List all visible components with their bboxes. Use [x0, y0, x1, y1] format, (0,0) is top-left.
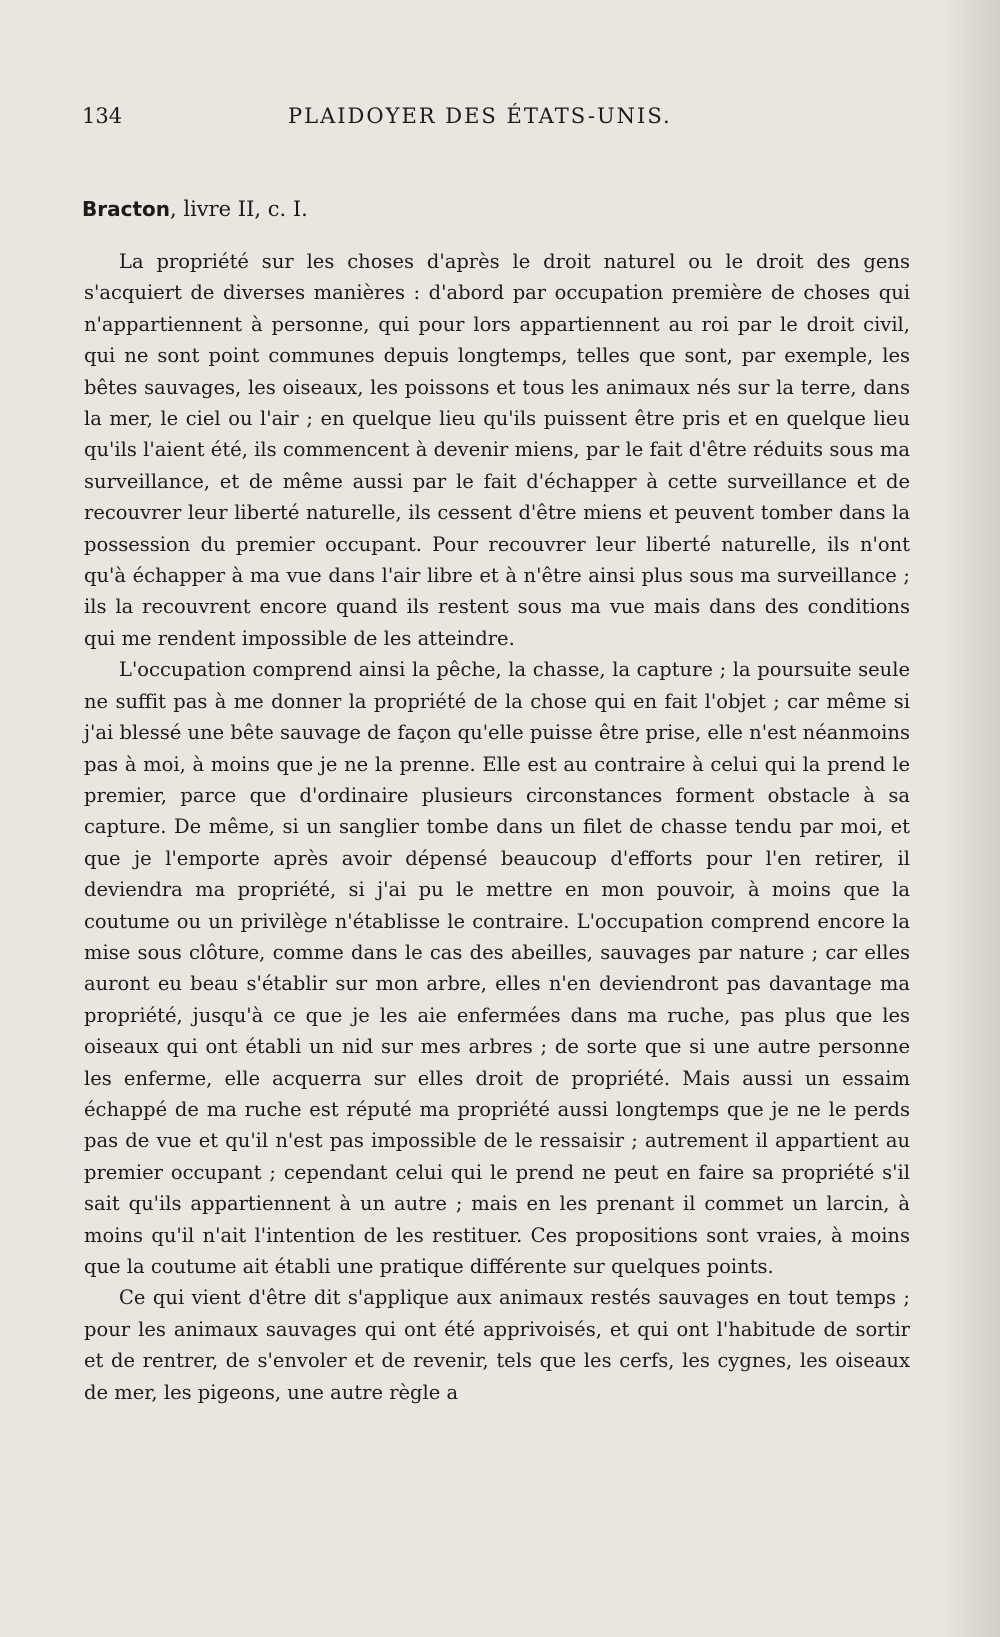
- paragraph-3: Ce qui vient d'être dit s'applique aux animaux restés sauvages en tout temps ; pour les animaux sauvages qui ont été apprivoisés, et qui ont l'habitude de sortir et de rentrer, de s'envoler et de revenir, tels que les cerfs, les cygnes, les oiseaux de mer, les pigeons, une autre règle a: [84, 1286, 910, 1404]
- source-reference: , livre II, c. I.: [170, 197, 308, 221]
- running-header: [82, 104, 902, 144]
- page-number: 134: [82, 104, 123, 128]
- paragraph-2: L'occupation comprend ainsi la pêche, la chasse, la capture ; la poursuite seule ne suffit pas à me donner la propriété de la chose qui en fait l'objet ; car même si j'ai blessé une bête sauvage de façon qu'elle puisse être prise, elle n'est néanmoins pas à moi, à moins que je ne la prenne. Elle est au contraire à celui qui la prend le premier, parce que d'ordinaire plusieurs circonstances forment obstacle à sa capture. De même, si un sanglier tombe dans un filet de chasse tendu par moi, et que je l'emporte après avoir dépensé beaucoup d'efforts pour l'en retirer, il deviendra ma propriété, si j'ai pu le mettre en mon pouvoir, à moins que la coutume ou un privilège n'établisse le contraire. L'occupation comprend encore la mise sous clôture, comme dans le cas des abeilles, sauvages par nature ; car elles auront eu beau s'établir sur mon arbre, elles n'en deviendront pas davantage ma propriété, jusqu'à ce que je les aie enfermées dans ma ruche, pas plus que les oiseaux qui ont établi un nid sur mes arbres ; de sorte que si une autre personne les enferme, elle acquerra sur elles droit de propriété. Mais aussi un essaim échappé de ma ruche est réputé ma propriété aussi longtemps que je ne le perds pas de vue et qu'il n'est pas impossible de le ressaisir ; autrement il appartient au premier occupant ; cependant celui qui le prend ne peut en faire sa propriété s'il sait qu'ils appartiennent à un autre ; mais en les prenant il commet un larcin, à moins qu'il n'ait l'intention de les restituer. Ces propositions sont vraies, à moins que la coutume ait établi une pratique différente sur quelques points.: [84, 658, 910, 1278]
- running-title: PLAIDOYER DES ÉTATS-UNIS.: [288, 104, 672, 128]
- body-text: [84, 246, 910, 1408]
- source-author: Bracton: [82, 197, 170, 221]
- binding-shadow: [940, 0, 1000, 1637]
- source-citation: [82, 197, 308, 221]
- paragraph-1: La propriété sur les choses d'après le droit naturel ou le droit des gens s'acquiert de diverses manières : d'abord par occupation première de choses qui n'appartiennent à personne, qui pour lors appartiennent au roi par le droit civil, qui ne sont point communes depuis longtemps, telles que sont, par exemple, les bêtes sauvages, les oiseaux, les poissons et tous les animaux nés sur la terre, dans la mer, le ciel ou l'air ; en quelque lieu qu'ils puissent être pris et en quelque lieu qu'ils l'aient été, ils commencent à devenir miens, par le fait d'être réduits sous ma surveillance, et de même aussi par le fait d'échapper à cette surveillance et de recouvrer leur liberté naturelle, ils cessent d'être miens et peuvent tomber dans la possession du premier occupant. Pour recouvrer leur liberté naturelle, ils n'ont qu'à échapper à ma vue dans l'air libre et à n'être ainsi plus sous ma surveillance ; ils la recouvrent encore quand ils restent sous ma vue mais dans des conditions qui me rendent impossible de les atteindre.: [84, 250, 910, 650]
